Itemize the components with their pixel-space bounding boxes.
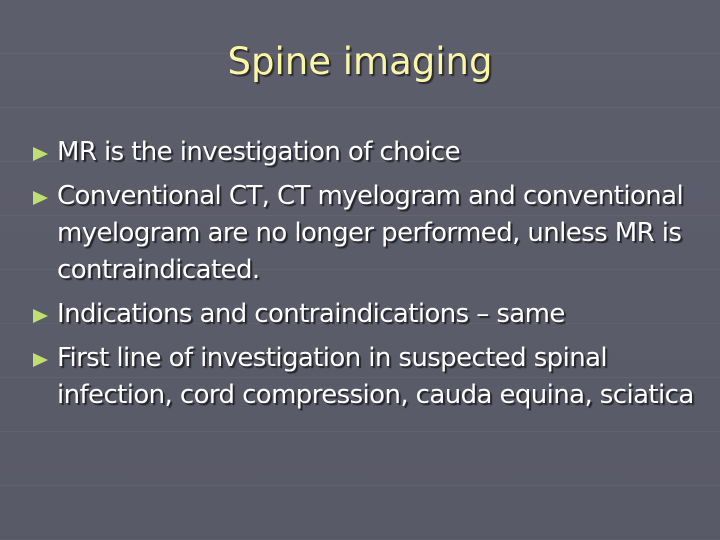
bullet-list bbox=[30, 134, 700, 421]
bullet-text: First line of investigation in suspected spinal infection, cord compression, cauda equina, sciatica bbox=[57, 343, 694, 410]
arrow-right-icon bbox=[30, 178, 50, 215]
bullet-item bbox=[30, 340, 700, 414]
arrow-right-icon bbox=[30, 134, 50, 171]
bullet-item bbox=[30, 296, 700, 333]
bullet-item bbox=[30, 178, 700, 289]
bullet-item bbox=[30, 134, 700, 171]
arrow-right-icon bbox=[30, 296, 50, 333]
bullet-text: Indications and contraindications – same bbox=[57, 299, 565, 329]
bullet-text: MR is the investigation of choice bbox=[57, 137, 461, 167]
bullet-text: Conventional CT, CT myelogram and conventional myelogram are no longer performed, unless MR is contraindicated. bbox=[57, 181, 684, 285]
arrow-right-icon bbox=[30, 340, 50, 377]
slide-title: Spine imaging bbox=[227, 40, 493, 83]
